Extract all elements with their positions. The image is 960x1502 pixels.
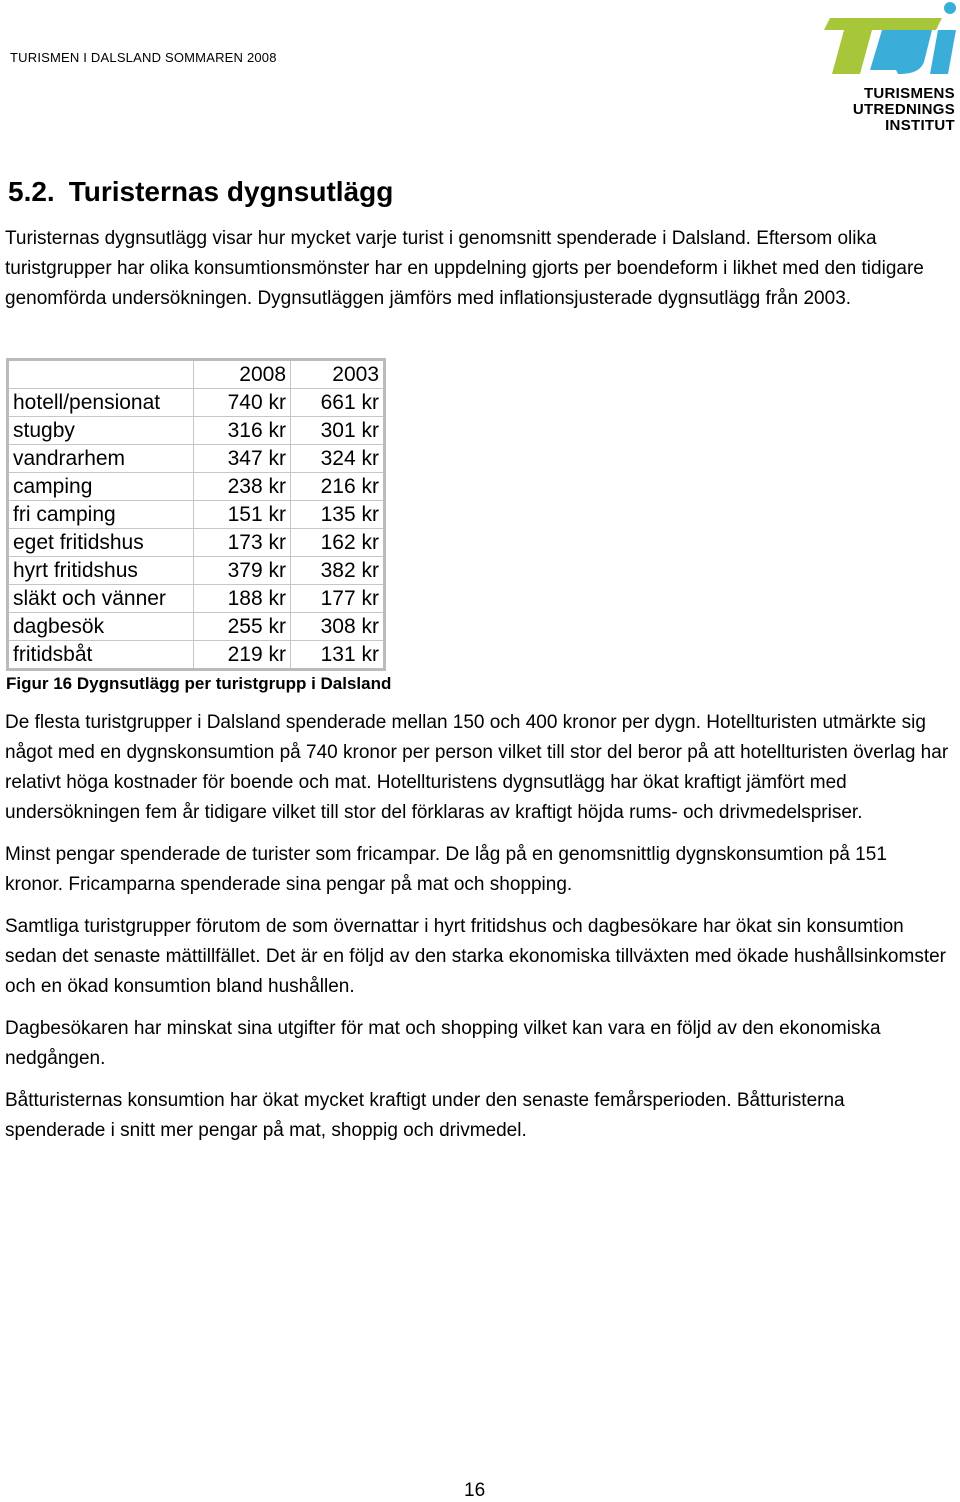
intro-paragraph [5,224,950,314]
row-label: stugby [8,417,194,445]
row-label: eget fritidshus [8,529,194,557]
value-2008: 255 kr [194,613,291,641]
value-2008: 219 kr [194,641,291,670]
table-row [8,473,385,501]
table-row [8,613,385,641]
paragraph-hotel: De flesta turistgrupper i Dalsland spenderade mellan 150 och 400 kronor per dygn. Hotellturisten utmärkte sig något med en dygnskonsumtion på 740 kronor per person vilket till stor del beror på att hotellturisten överlag har relativt höga kostnader för boende och mat. Hotellturistens dygnsutlägg har ökat kraftigt jämfört med undersökningen fem år tidigare vilket till stor del förklaras av kraftigt höjda rums- och drivmedelspriser. [5,712,949,823]
paragraph-fricamping: Minst pengar spenderade de turister som fricampar. De låg på en genomsnittlig dygnskonsumtion på 151 kronor. Fricamparna spenderade sina pengar på mat och shopping. [5,844,887,895]
header-cell-2008: 2008 [194,360,291,389]
section-heading [8,176,393,208]
logo-line-3: INSTITUT [885,117,955,134]
table-row [8,501,385,529]
value-2008: 173 kr [194,529,291,557]
table-row [8,417,385,445]
spending-table [6,358,386,671]
value-2003: 216 kr [291,473,385,501]
header-cell-2003: 2003 [291,360,385,389]
table-row [8,557,385,585]
section-number: 5.2. [8,176,55,207]
table-row [8,445,385,473]
running-header: TURISMEN I DALSLAND SOMMAREN 2008 [10,50,277,65]
figure-caption: Figur 16 Dygnsutlägg per turistgrupp i Dalsland [6,674,392,693]
table-row [8,529,385,557]
value-2003: 308 kr [291,613,385,641]
body-text [5,708,950,1158]
value-2003: 324 kr [291,445,385,473]
value-2003: 177 kr [291,585,385,613]
value-2008: 238 kr [194,473,291,501]
value-2008: 151 kr [194,501,291,529]
row-label: fritidsbåt [8,641,194,670]
row-label: camping [8,473,194,501]
section-title: Turisternas dygnsutlägg [68,176,394,207]
row-label: fri camping [8,501,194,529]
table-row [8,641,385,670]
value-2003: 131 kr [291,641,385,670]
paragraph-boat: Båtturisternas konsumtion har ökat mycket kraftigt under den senaste femårsperioden. Båtturisterna spenderade i snitt mer pengar på mat, shoppig och drivmedel. [5,1090,845,1141]
row-label: släkt och vänner [8,585,194,613]
value-2003: 661 kr [291,389,385,417]
logo-line-2: UTREDNINGS [852,101,955,118]
value-2003: 382 kr [291,557,385,585]
value-2003: 162 kr [291,529,385,557]
value-2008: 347 kr [194,445,291,473]
paragraph-dagbesok: Dagbesökaren har minskat sina utgifter för mat och shopping vilket kan vara en följd av den ekonomiska nedgången. [5,1018,881,1069]
row-label: vandrarhem [8,445,194,473]
row-label: hotell/pensionat [8,389,194,417]
row-label: dagbesök [8,613,194,641]
header-cell-empty [8,360,194,389]
table-header-row [8,360,385,389]
paragraph-growth: Samtliga turistgrupper förutom de som övernattar i hyrt fritidshus och dagbesökare har ökat sin konsumtion sedan det senaste mättillfället. Det är en följd av den starka ekonomiska tillväxten med ökade hushållsinkomster och en ökad konsumtion bland hushållen. [5,916,946,997]
value-2003: 135 kr [291,501,385,529]
page-number: 16 [464,1480,486,1501]
intro-text: Turisternas dygnsutlägg visar hur mycket varje turist i genomsnitt spenderade i Dalsland. Eftersom olika turistgrupper har olika konsumtionsmönster har en uppdelning gjorts per boendeform i likhet med den tidigare genomförda undersökningen. Dygnsutläggen jämförs med inflationsjusterade dygnsutlägg från 2003. [5,228,924,309]
value-2008: 188 kr [194,585,291,613]
row-label: hyrt fritidshus [8,557,194,585]
logo-line-1: TURISMENS [863,85,955,102]
value-2008: 740 kr [194,389,291,417]
table-row [8,389,385,417]
value-2008: 316 kr [194,417,291,445]
value-2003: 301 kr [291,417,385,445]
value-2008: 379 kr [194,557,291,585]
table-row [8,585,385,613]
logo-wordmark [840,86,955,134]
